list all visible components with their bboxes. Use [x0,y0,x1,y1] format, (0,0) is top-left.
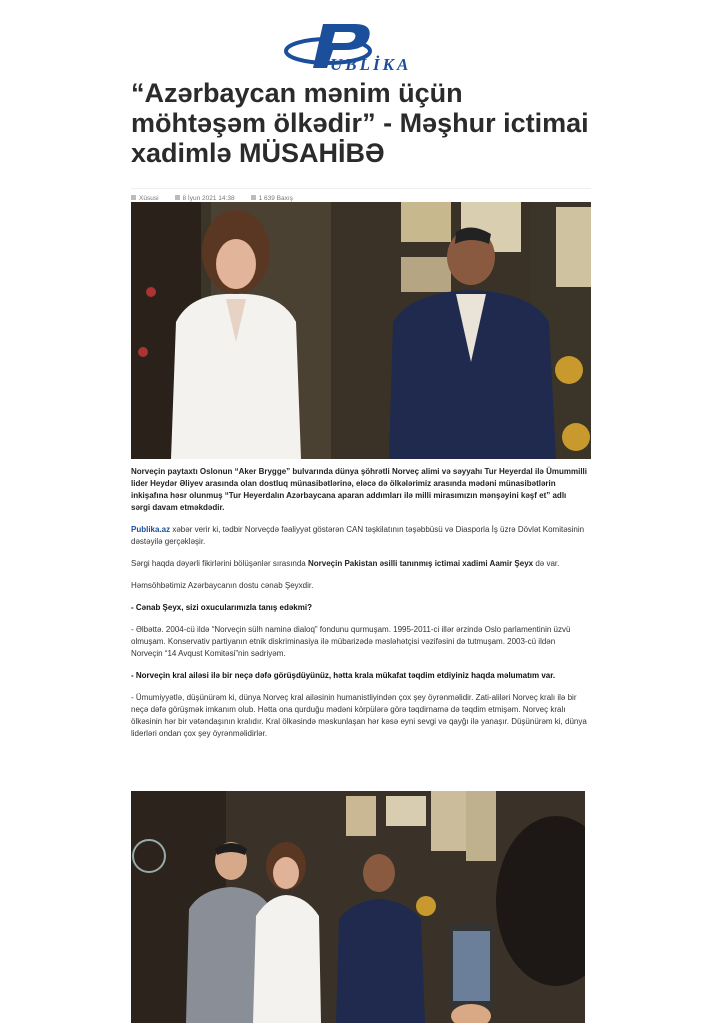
date-text: 8 İyun 2021 14:38 [182,194,235,202]
eye-icon [251,195,256,200]
source-link[interactable]: Publika.az [131,525,171,534]
article-photo-2 [131,791,585,1023]
question-2: - Norveçin kral ailəsi ilə bir neçə dəfə görüşdüyünüz, hətta krala mükafat təqdim etdiyiniz haqda məlumatım var. [131,671,556,680]
views-text: 1 639 Baxış [258,194,293,202]
paragraph-text: Sərgi haqda dəyərli fikirlərini bölüşənlər sırasında [131,559,308,568]
paragraph-exhibition [131,558,587,570]
view-count [251,195,293,202]
article-photo-1 [131,202,591,459]
question-1: - Cənab Şeyx, sizi oxucularımızla tanış edəkmi? [131,603,312,612]
category-label: Xüsusi [139,194,159,202]
paragraph-source [131,524,587,548]
tag-icon [131,195,136,200]
logo-wordmark: UBLİKA [330,55,412,74]
highlighted-text: Norveçin Pakistan əsilli tanınmış ictimai xadimi Aamir Şeyx [307,559,534,568]
article-body [131,466,587,750]
calendar-icon [175,195,180,200]
paragraph-intro: Həmsöhbətimiz Azərbaycanın dostu cənab Şeyxdir. [131,581,314,590]
answer-2: - Ümumiyyətlə, düşünürəm ki, dünya Norveç kral ailəsinin humanistliyindən çox şey öyrənməlidir. Zati-aliləri Norveç kralı ilə bir neçə dəfə görüşmək imkanım olub. Hətta ona qurduğu mədəni körpülərə görə təqdirnamə də təqdim etmişəm. Norveç kralı ölkəsinin hər bir vətəndaşının kralıdır. Kral ölkəsində məskunlaşan hər kəsə eyni sevgi və qayğı ilə yanaşır. Düşünürəm ki, dünya liderləri ondan çox şey öyrənməlidirlər. [131,693,587,738]
category-tag[interactable] [131,195,159,202]
article-lead: Norveçin paytaxtı Oslonun “Aker Brygge” bulvarında dünya şöhrətli Norveç alimi və səyyahı Tur Heyerdal ilə Ümummilli lider Heydər Əliyev arasında olan dostluq münasibətlərinə, eləcə də ölkələrimiz arasında mədəni münasibətlərin inkişafına həsr olunmuş “Tur Heyerdalın Azərbaycana aparan addımları ilə milli mirasımızın mənşəyini kəşf et” adlı sərgi davam etməkdədir. [131,467,587,512]
paragraph-text: də var. [533,559,560,568]
paragraph-text: xəbər verir ki, tədbir Norveçdə fəaliyyət göstərən CAN təşkilatının təşəbbüsü və Diasporla İş üzrə Dövlət Komitəsinin dəstəyilə gerçəkləşir. [131,525,585,546]
answer-1: - Əlbəttə. 2004-cü ildə “Norveçin sülh naminə dialoq” fondunu qurmuşam. 1995-2011-ci illər ərzində Oslo parlamentinin üzvü olmuşam. Konservativ partiyanın etnik diskriminasiya ilə mübarizədə məsləhətçisi vəzifəsini də tutmuşam. 2003-cü ildən Norveçin “14 Avqust Komitəsi”nin sədriyəm. [131,625,571,658]
article-title: “Azərbaycan mənim üçün möhtəşəm ölkədir” - Məşhur ictimai xadimlə MÜSAHİBƏ [131,78,589,168]
publish-date [175,195,235,202]
